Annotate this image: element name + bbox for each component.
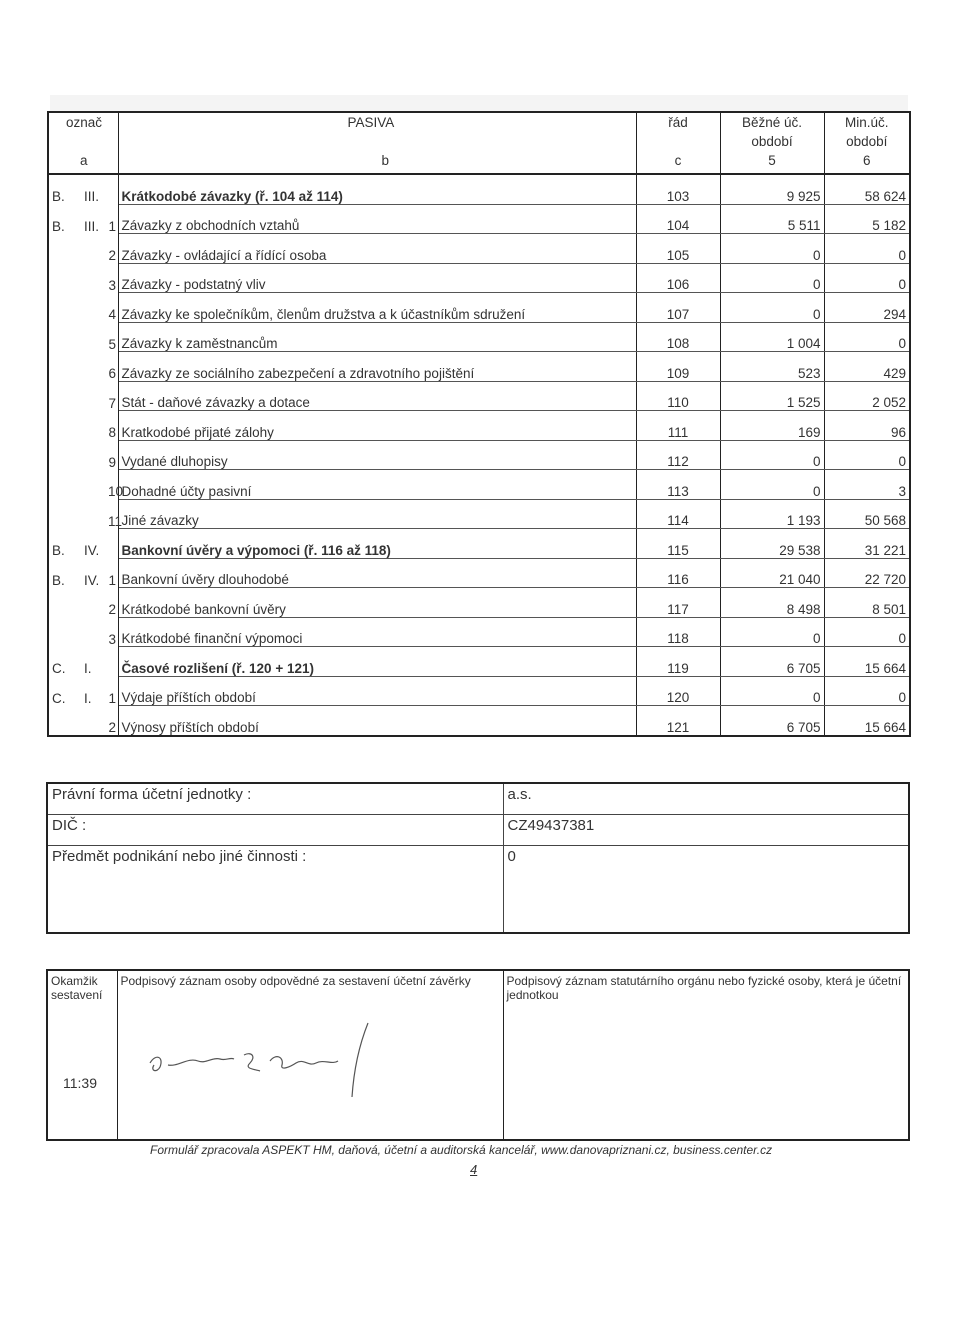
header-code: označ [66, 115, 103, 130]
row-code-cell [48, 234, 118, 264]
row-name: Výdaje příštích období [118, 676, 636, 706]
table-row [48, 381, 910, 411]
header-prev-cell [824, 112, 910, 174]
header-code-cell [48, 112, 118, 174]
dic-value: CZ49437381 [503, 815, 909, 846]
moment-cell [47, 970, 117, 1140]
row-current-value: 1 193 [720, 499, 824, 529]
header-current-index: 5 [768, 153, 776, 168]
row-code-group: IV. [84, 543, 100, 558]
row-code-cell [48, 293, 118, 323]
dic-label: DIČ : [47, 815, 503, 846]
row-number: 115 [636, 529, 720, 559]
row-code-item: 4 [108, 307, 116, 322]
row-number: 119 [636, 647, 720, 677]
row-code-section: B. [52, 572, 65, 588]
row-number: 121 [636, 706, 720, 736]
row-current-value: 5 511 [720, 204, 824, 234]
row-code-item: 9 [108, 454, 116, 470]
dic-row [47, 815, 909, 846]
row-code-item: 10 [108, 484, 124, 499]
row-code-cell [48, 322, 118, 352]
footer-text: Formulář zpracovala ASPEKT HM, daňová, účetní a auditorská kancelář, www.danovapriznani.cz, business.center.cz [150, 1143, 773, 1157]
row-code-item: 11 [108, 513, 123, 529]
table-row [48, 617, 910, 647]
table-row [48, 529, 910, 559]
row-code-section: C. [52, 690, 66, 706]
row-code-item: 7 [108, 395, 116, 411]
row-code-cell [48, 588, 118, 618]
row-code-cell [48, 470, 124, 500]
header-prev-period: období [846, 134, 888, 149]
row-code-cell [48, 440, 118, 470]
header-row-cell [636, 112, 720, 174]
row-name: Závazky z obchodních vztahů [118, 204, 636, 234]
header-row-index: c [674, 153, 682, 168]
row-code-group: I. [84, 661, 92, 676]
responsible-signature-cell [117, 970, 503, 1140]
signature-table [46, 969, 910, 1141]
row-number: 110 [636, 381, 720, 411]
row-prev-value: 0 [824, 617, 910, 647]
table-row [48, 558, 910, 588]
row-prev-value: 15 664 [824, 706, 910, 736]
row-code-item: 2 [108, 719, 116, 735]
row-code-item: 2 [108, 602, 116, 617]
row-prev-value: 0 [824, 322, 910, 352]
table-row [48, 440, 910, 470]
row-code-item: 1 [108, 690, 116, 706]
row-code-cell [48, 617, 118, 647]
row-number: 104 [636, 204, 720, 234]
row-current-value: 169 [720, 411, 824, 441]
row-number: 114 [636, 499, 720, 529]
row-number: 108 [636, 322, 720, 352]
legal-form-row [47, 783, 909, 815]
table-row [48, 322, 910, 352]
row-prev-value: 0 [824, 234, 910, 264]
row-name: Závazky ze sociálního zabezpečení a zdravotního pojištění [118, 352, 636, 382]
header-code-index: a [80, 153, 88, 168]
header-current-period: období [751, 134, 793, 149]
table-row [48, 204, 910, 234]
row-number: 113 [636, 470, 720, 500]
row-prev-value: 15 664 [824, 647, 910, 677]
row-code-cell [48, 411, 118, 441]
header-name: PASIVA [347, 115, 395, 130]
row-name: Krátkodobé bankovní úvěry [118, 588, 636, 618]
table-row [48, 499, 910, 529]
row-code-cell [48, 352, 118, 382]
table-row [48, 234, 910, 264]
row-name: Kratkodobé přijaté zálohy [118, 411, 636, 441]
row-current-value: 9 925 [720, 174, 824, 204]
row-name: Časové rozlišení (ř. 120 + 121) [118, 647, 636, 677]
row-prev-value: 5 182 [824, 204, 910, 234]
row-prev-value: 50 568 [824, 499, 910, 529]
row-code-item: 2 [108, 248, 116, 263]
activity-value: 0 [507, 848, 516, 865]
activity-row [47, 846, 909, 934]
table-row [48, 470, 910, 500]
row-current-value: 0 [720, 470, 824, 500]
row-code-item: 3 [108, 277, 116, 293]
responsible-label: Podpisový záznam osoby odpovědné za sestavení účetní závěrky [120, 974, 471, 988]
liabilities-table [47, 111, 911, 737]
row-code-group: III. [84, 189, 100, 204]
moment-label: Okamžik sestavení [51, 974, 103, 1002]
table-row [48, 352, 910, 382]
row-number: 117 [636, 588, 720, 618]
legal-form-label: Právní forma účetní jednotky : [47, 783, 503, 815]
table-row [48, 293, 910, 323]
row-code-item: 1 [108, 572, 116, 588]
row-name: Jiné závazky [118, 499, 636, 529]
legal-form-value: a.s. [503, 783, 909, 815]
row-number: 118 [636, 617, 720, 647]
table-header-row [48, 112, 910, 174]
row-current-value: 1 004 [720, 322, 824, 352]
row-number: 116 [636, 558, 720, 588]
row-name: Závazky k zaměstnancům [118, 322, 636, 352]
row-current-value: 8 498 [720, 588, 824, 618]
row-current-value: 0 [720, 440, 824, 470]
row-number: 111 [636, 411, 720, 441]
row-code-cell [48, 263, 118, 293]
row-prev-value: 0 [824, 440, 910, 470]
row-number: 105 [636, 234, 720, 264]
row-current-value: 29 538 [720, 529, 824, 559]
row-code-group: IV. [84, 572, 100, 588]
row-code-item: 3 [108, 631, 116, 647]
row-current-value: 0 [720, 676, 824, 706]
row-code-cell [48, 647, 118, 677]
row-current-value: 6 705 [720, 706, 824, 736]
row-prev-value: 22 720 [824, 558, 910, 588]
header-current: Běžné úč. [741, 115, 803, 130]
row-name: Dohadné účty pasivní [118, 470, 636, 500]
row-code-item: 8 [108, 425, 116, 440]
statutory-label: Podpisový záznam statutárního orgánu nebo fyzické osoby, která je účetní jednotkou [506, 974, 902, 1002]
row-number: 106 [636, 263, 720, 293]
header-prev: Min.úč. [844, 115, 889, 130]
row-name: Stát - daňové závazky a dotace [118, 381, 636, 411]
row-code-item: 1 [108, 218, 116, 234]
header-name-index: b [381, 153, 390, 168]
row-name: Vydané dluhopisy [118, 440, 636, 470]
row-code-cell [48, 174, 118, 204]
row-name: Krátkodobé závazky (ř. 104 až 114) [118, 174, 636, 204]
row-code-cell [48, 529, 118, 559]
row-prev-value: 429 [824, 352, 910, 382]
table-row [48, 174, 910, 204]
row-prev-value: 294 [824, 293, 910, 323]
row-code-cell [48, 499, 123, 529]
header-current-cell [720, 112, 824, 174]
row-name: Bankovní úvěry dlouhodobé [118, 558, 636, 588]
compile-time: 11:39 [63, 1075, 97, 1091]
page-number: 4 [470, 1162, 478, 1177]
row-code-cell [48, 558, 118, 588]
row-current-value: 1 525 [720, 381, 824, 411]
handwritten-signature [148, 1021, 378, 1101]
row-code-cell [48, 204, 118, 234]
table-body [48, 174, 910, 736]
row-name: Závazky - ovládající a řídící osoba [118, 234, 636, 264]
row-number: 103 [636, 174, 720, 204]
table-row [48, 588, 910, 618]
header-row: řád [668, 115, 688, 130]
header-prev-index: 6 [862, 153, 871, 168]
row-current-value: 0 [720, 293, 824, 323]
activity-label: Předmět podnikání nebo jiné činnosti : [47, 846, 503, 934]
row-code-section: B. [52, 543, 65, 558]
info-table [46, 782, 910, 934]
row-number: 107 [636, 293, 720, 323]
row-prev-value: 31 221 [824, 529, 910, 559]
row-current-value: 0 [720, 263, 824, 293]
row-prev-value: 0 [824, 676, 910, 706]
row-prev-value: 96 [824, 411, 910, 441]
row-code-group: III. [84, 218, 100, 234]
row-number: 112 [636, 440, 720, 470]
row-name: Závazky - podstatný vliv [118, 263, 636, 293]
header-band [50, 95, 908, 111]
row-code-cell [48, 381, 118, 411]
table-row [48, 676, 910, 706]
row-name: Bankovní úvěry a výpomoci (ř. 116 až 118) [118, 529, 636, 559]
row-code-section: C. [52, 661, 66, 676]
row-prev-value: 8 501 [824, 588, 910, 618]
row-code-cell [48, 676, 118, 706]
row-current-value: 0 [720, 617, 824, 647]
row-current-value: 523 [720, 352, 824, 382]
row-number: 109 [636, 352, 720, 382]
row-current-value: 21 040 [720, 558, 824, 588]
row-prev-value: 0 [824, 263, 910, 293]
row-current-value: 6 705 [720, 647, 824, 677]
row-prev-value: 58 624 [824, 174, 910, 204]
row-code-section: B. [52, 189, 65, 204]
row-prev-value: 3 [824, 470, 910, 500]
row-code-section: B. [52, 218, 65, 234]
row-code-cell [48, 706, 118, 736]
row-code-item: 5 [108, 336, 116, 352]
table-row [48, 706, 910, 736]
row-prev-value: 2 052 [824, 381, 910, 411]
statutory-signature-cell [503, 970, 909, 1140]
table-row [48, 263, 910, 293]
table-row [48, 647, 910, 677]
table-row [48, 411, 910, 441]
row-current-value: 0 [720, 234, 824, 264]
row-code-group: I. [84, 690, 92, 706]
row-name: Krátkodobé finanční výpomoci [118, 617, 636, 647]
row-number: 120 [636, 676, 720, 706]
row-code-item: 6 [108, 366, 116, 381]
row-name: Výnosy příštích období [118, 706, 636, 736]
row-name: Závazky ke společníkům, členům družstva a k účastníkům sdružení [118, 293, 636, 323]
header-name-cell [118, 112, 636, 174]
